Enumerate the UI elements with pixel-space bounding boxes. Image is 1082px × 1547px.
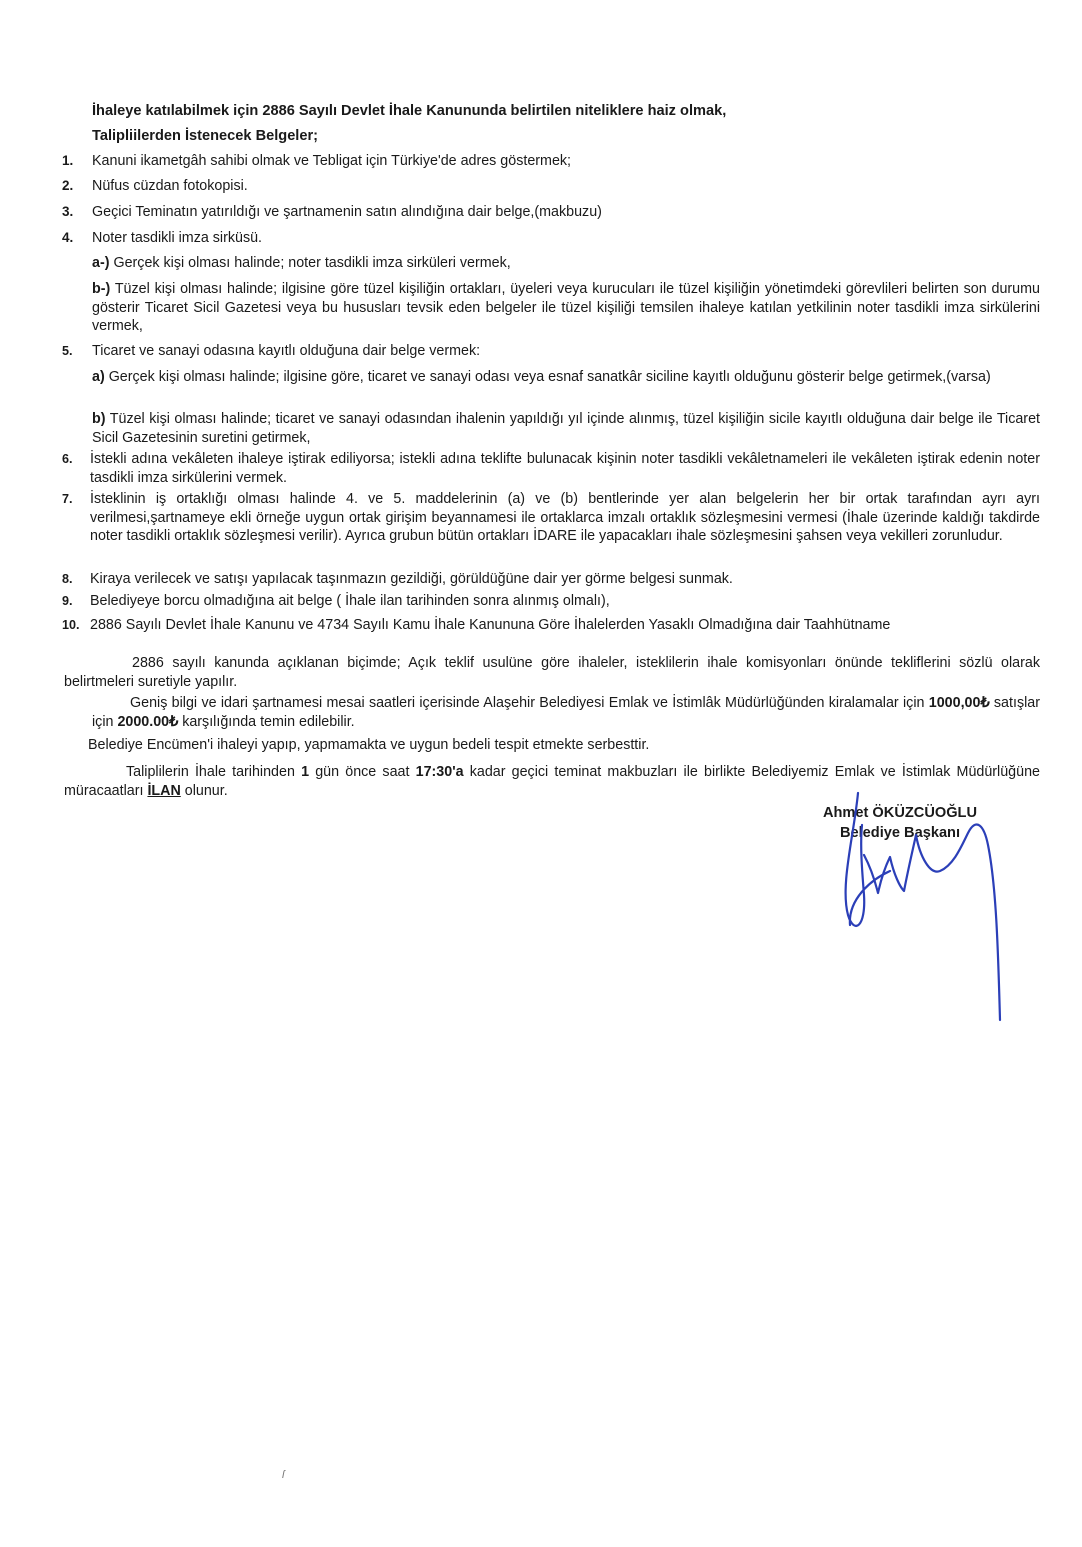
sub-item-label: b) [92,411,106,427]
item-number: 3. [62,204,74,219]
sub-item-5a [92,368,1040,387]
item-number: 9. [62,594,73,608]
item-number: 7. [62,492,73,506]
fees-text: karşılığında temin edilebilir. [178,713,355,730]
intro-heading: İhaleye katılabilmek için 2886 Sayılı Devlet İhale Kanununda belirtilen niteliklere haiz olmak, [92,103,727,119]
sub-item-4b [92,280,1040,336]
item-number: 8. [62,572,73,586]
signature-strokes [846,793,1000,1020]
sub-item-text: Gerçek kişi olması halinde; ilgisine göre, ticaret ve sanayi odası veya esnaf sanatkâr siciline kayıtlı olduğunu gösterir belge getirmek,(varsa) [104,369,991,385]
item-text: Ticaret ve sanayi odasına kayıtlı olduğuna dair belge vermek: [92,343,481,359]
ilan-word: İLAN [147,782,181,799]
item-number: 4. [62,230,74,245]
handwritten-signature [820,775,1010,1035]
sub-item-4a [92,254,1040,273]
signer-name: Ahmet ÖKÜZCÜOĞLU [822,805,978,821]
item-text: Kiraya verilecek ve satışı yapılacak taşınmazın gezildiği, görüldüğüne dair yer görme belgesi sunmak. [90,571,733,587]
application-text: olunur. [180,782,228,799]
paragraph-fees [92,694,1040,731]
item-text: İsteklinin iş ortaklığı olması halinde 4. ve 5. maddelerinin (a) ve (b) bentlerinde yer alan belgelerin her bir ortak tarafından ayrı ayrı verilmesi,şartnameye ekli örneğe uygun ortak girişim beyannamesi ile ortaklarca imzalı ortaklık sözleşmesini vermesi (İhale üzerinde kaldığı takdirde noter tasdikli ortaklık sözleşmesi verilir). Ayrıca grubun bütün ortakları İDARE ile yapacakları ihale sözleşmesini şahsen veya vekilleri zorunludur. [90,491,1040,545]
application-text: gün önce saat [309,764,416,780]
item-text: 2886 Sayılı Devlet İhale Kanunu ve 4734 Sayılı Kamu İhale Kanununa Göre İhalelerden Yasaklı Olmadığına dair Taahhütname [90,617,891,633]
item-number: 1. [62,153,74,168]
fees-text: satışlar için [92,695,1040,730]
item-text: Geçici Teminatın yatırıldığı ve şartnamenin satın alındığına dair belge,(makbuzu) [92,204,602,220]
paragraph-council: Belediye Encümen'i ihaleyi yapıp, yapmamakta ve uygun bedeli tespit etmekte serbesttir. [88,737,650,753]
sub-item-text: Tüzel kişi olması halinde; ticaret ve sanayi odasından ihalenin yapıldığı yıl içinde alınmış, tüzel kişiliğin sicile kayıtlı olduğuna dair belge ile Ticaret Sicil Gazetesinin suretini getirmek, [92,411,1040,446]
item-text: İstekli adına vekâleten ihaleye iştirak ediliyorsa; istekli adına teklifte bulunacak kişinin noter tasdikli vekâletnameleri ile vekâleten iştirak edenin noter tasdikli imza sirkülerini vermek. [90,451,1040,486]
deadline-time: 17:30'a [415,764,464,780]
sub-item-text: Tüzel kişi olması halinde; ilgisine göre tüzel kişiliğin ortakları, üyeleri veya kurucuları ile tüzel kişiliğin yönetimdeki görevlileri belirten son durumu gösterir Ticaret Sicil Gazetesi veya bu hususları tevsik eden belgeler ile tüzel kişiliği temsilen ihaleye katılan yetkilinin noter tasdikli imza sirkülerini vermek, [92,281,1040,335]
application-text: Taliplilerin İhale tarihinden [126,764,302,780]
sub-item-label: a) [92,369,105,385]
signer-title: Belediye Başkanı [839,825,961,841]
sub-item-text: Gerçek kişi olması halinde; noter tasdikli imza sirküleri vermek, [109,255,511,271]
item-number: 2. [62,178,74,193]
paragraph-procedure: 2886 sayılı kanunda açıklanan biçimde; Açık teklif usulüne göre ihaleler, isteklilerin ihale komisyonları önünde tekliflerini sözlü olarak belirtmeleri suretiyle yapılır. [64,655,1040,690]
sub-item-5b [92,410,1040,447]
fee-rent: 1000,00₺ [928,695,990,711]
documents-heading: Talipliilerden İstenecek Belgeler; [92,128,319,144]
sub-item-label: b-) [92,281,111,297]
item-number: 10. [62,618,80,632]
item-text: Belediyeye borcu olmadığına ait belge ( İhale ilan tarihinden sonra alınmış olmalı), [90,593,610,609]
application-text: kadar geçici teminat makbuzları ile birlikte Belediyemiz Emlak ve İstimlak Müdürlüğüne müracaatları [64,764,1040,799]
item-number: 5. [62,344,73,358]
item-text: Kanuni ikametgâh sahibi olmak ve Tebligat için Türkiye'de adres göstermek; [92,153,572,169]
stray-mark: ſ [282,1469,285,1481]
item-number: 6. [62,452,73,466]
sub-item-label: a-) [92,255,110,271]
item-text: Nüfus cüzdan fotokopisi. [92,178,248,194]
days-before: 1 [301,764,310,780]
fees-text: Geniş bilgi ve idari şartnamesi mesai saatleri içerisinde Alaşehir Belediyesi Emlak ve İstimlâk Müdürlüğünden kiralamalar için [130,695,929,711]
fee-sale: 2000.00₺ [117,713,179,730]
item-text: Noter tasdikli imza sirküsü. [92,230,263,246]
